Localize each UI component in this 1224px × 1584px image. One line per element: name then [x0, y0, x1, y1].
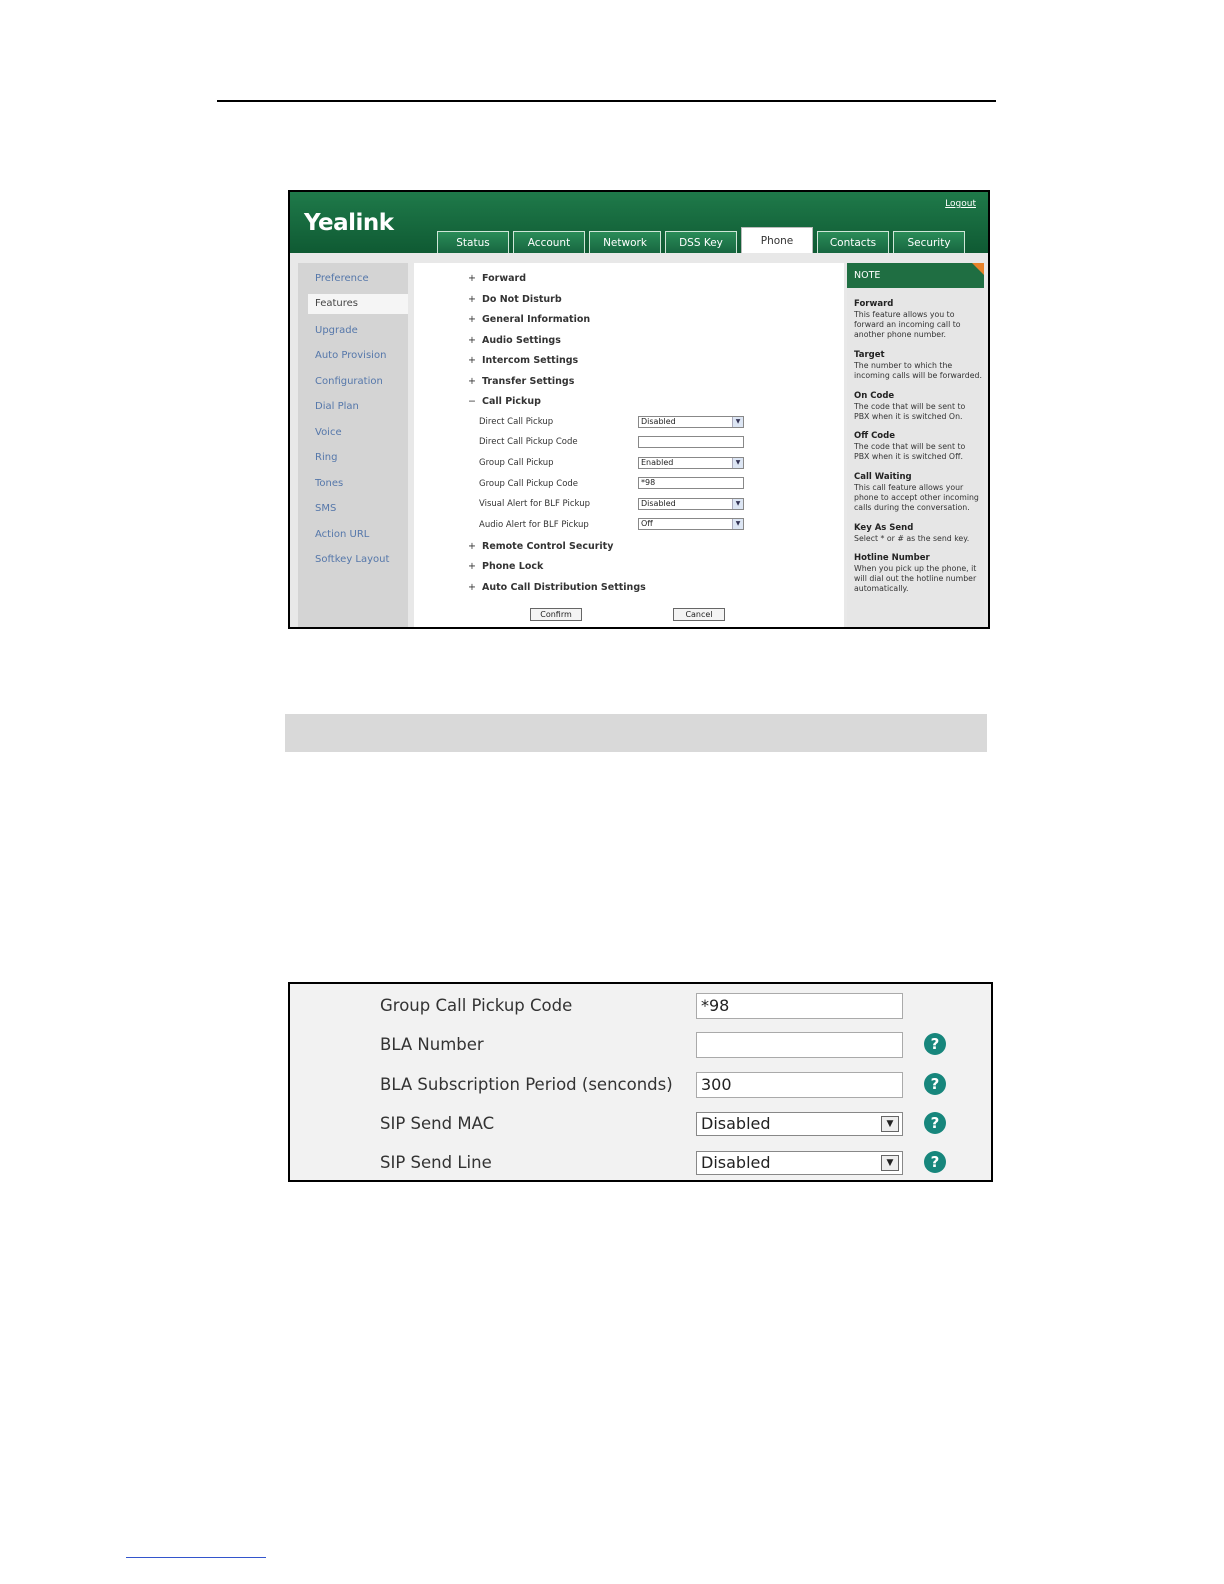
- sidebar: [298, 263, 408, 629]
- main-tabs: [437, 229, 969, 253]
- features-panel: [414, 263, 844, 629]
- note-body-target: The number to which the incoming calls will be forwarded.: [854, 361, 982, 380]
- section-do-not-disturb[interactable]: [468, 294, 562, 305]
- expand-icon[interactable]: +: [468, 561, 476, 572]
- direct-call-pickup-code-label: Direct Call Pickup Code: [479, 437, 578, 447]
- footnote-rule: [126, 1557, 266, 1558]
- logout-link[interactable]: Logout: [945, 199, 976, 209]
- tab-account[interactable]: Account: [513, 231, 585, 253]
- section-label: Remote Control Security: [482, 541, 614, 552]
- expand-icon[interactable]: +: [468, 355, 476, 366]
- tab-phone[interactable]: Phone: [741, 227, 813, 253]
- group-call-pickup-select[interactable]: [638, 457, 744, 469]
- select-value: Off: [641, 519, 653, 528]
- help-icon[interactable]: ?: [924, 1073, 946, 1095]
- sidebar-item-action-url[interactable]: Action URL: [315, 529, 370, 540]
- select-value: Disabled: [641, 417, 676, 426]
- chevron-down-icon[interactable]: ▼: [732, 458, 743, 468]
- chevron-down-icon[interactable]: ▼: [881, 1116, 899, 1132]
- note-body-on-code: The code that will be sent to PBX when it is switched On.: [854, 402, 966, 421]
- note-body-forward: This feature allows you to forward an incoming call to another phone number.: [854, 310, 961, 339]
- tab-security[interactable]: Security: [893, 231, 965, 253]
- section-label: General Information: [482, 314, 591, 325]
- tab-network[interactable]: Network: [589, 231, 661, 253]
- sidebar-item-auto-provision[interactable]: Auto Provision: [315, 350, 387, 361]
- group-call-pickup-code-label: Group Call Pickup Code: [380, 996, 573, 1015]
- direct-call-pickup-label: Direct Call Pickup: [479, 417, 554, 427]
- visual-alert-blf-label: Visual Alert for BLF Pickup: [479, 499, 590, 509]
- note-corner-icon: [972, 263, 984, 275]
- section-label: Transfer Settings: [482, 376, 575, 387]
- collapse-icon[interactable]: −: [468, 396, 476, 407]
- header-bar: [290, 192, 988, 253]
- expand-icon[interactable]: +: [468, 294, 476, 305]
- sidebar-item-configuration[interactable]: Configuration: [315, 376, 383, 387]
- chevron-down-icon[interactable]: ▼: [732, 499, 743, 509]
- section-label: Do Not Disturb: [482, 294, 562, 305]
- sidebar-item-tones[interactable]: Tones: [315, 478, 344, 489]
- tab-contacts[interactable]: Contacts: [817, 231, 889, 253]
- tab-status[interactable]: Status: [437, 231, 509, 253]
- section-label: Auto Call Distribution Settings: [482, 582, 646, 593]
- sip-send-mac-select[interactable]: [696, 1112, 903, 1136]
- note-body-off-code: The code that will be sent to PBX when it is switched Off.: [854, 442, 966, 461]
- sidebar-item-sms[interactable]: SMS: [315, 503, 337, 514]
- help-icon[interactable]: ?: [924, 1033, 946, 1055]
- section-call-pickup[interactable]: [468, 396, 541, 407]
- web-ui-screenshot-features: [288, 190, 990, 629]
- yealink-logo: Yealink: [304, 210, 394, 236]
- sidebar-item-preference[interactable]: Preference: [315, 273, 369, 284]
- sidebar-item-dial-plan[interactable]: Dial Plan: [315, 401, 359, 412]
- expand-icon[interactable]: +: [468, 335, 476, 346]
- help-icon[interactable]: ?: [924, 1112, 946, 1134]
- sidebar-item-softkey-layout[interactable]: Softkey Layout: [315, 554, 390, 565]
- audio-alert-blf-select[interactable]: [638, 518, 744, 530]
- tab-dss-key[interactable]: DSS Key: [665, 231, 737, 253]
- section-transfer-settings[interactable]: [468, 376, 574, 387]
- note-title-target: Target: [854, 350, 885, 360]
- direct-call-pickup-code-input[interactable]: [638, 436, 744, 448]
- chevron-down-icon[interactable]: ▼: [732, 519, 743, 529]
- select-value: Enabled: [641, 458, 674, 467]
- direct-call-pickup-select[interactable]: [638, 416, 744, 428]
- visual-alert-blf-select[interactable]: [638, 498, 744, 510]
- shaded-note-bar: [285, 714, 987, 752]
- note-title-call-waiting: Call Waiting: [854, 472, 912, 482]
- group-call-pickup-label: Group Call Pickup: [479, 458, 554, 468]
- chevron-down-icon[interactable]: ▼: [881, 1155, 899, 1171]
- sidebar-item-ring[interactable]: Ring: [315, 452, 338, 463]
- expand-icon[interactable]: +: [468, 273, 476, 284]
- bla-subscription-period-input[interactable]: 300: [696, 1072, 903, 1098]
- bla-number-label: BLA Number: [380, 1035, 484, 1054]
- expand-icon[interactable]: +: [468, 541, 476, 552]
- note-title-off-code: Off Code: [854, 431, 895, 441]
- note-header: NOTE: [847, 263, 984, 288]
- group-call-pickup-code-input[interactable]: *98: [638, 477, 744, 489]
- cancel-button[interactable]: Cancel: [673, 608, 725, 621]
- help-icon[interactable]: ?: [924, 1151, 946, 1173]
- sip-send-line-label: SIP Send Line: [380, 1153, 492, 1172]
- section-label: Forward: [482, 273, 526, 284]
- note-body-call-waiting: This call feature allows your phone to accept other incoming calls during the conversation.: [854, 483, 979, 512]
- select-value: Disabled: [701, 1114, 771, 1133]
- select-value: Disabled: [701, 1153, 771, 1172]
- section-label: Phone Lock: [482, 561, 544, 572]
- expand-icon[interactable]: +: [468, 376, 476, 387]
- section-label: Call Pickup: [482, 396, 541, 407]
- note-panel: [847, 263, 984, 629]
- sip-send-mac-label: SIP Send MAC: [380, 1114, 495, 1133]
- note-body-key-as-send: Select * or # as the send key.: [854, 534, 970, 543]
- audio-alert-blf-label: Audio Alert for BLF Pickup: [479, 520, 589, 530]
- chevron-down-icon[interactable]: ▼: [732, 417, 743, 427]
- expand-icon[interactable]: +: [468, 582, 476, 593]
- select-value: Disabled: [641, 499, 676, 508]
- section-label: Intercom Settings: [482, 355, 579, 366]
- sidebar-item-upgrade[interactable]: Upgrade: [315, 325, 358, 336]
- section-auto-call-distribution[interactable]: [468, 582, 646, 593]
- section-general-information[interactable]: [468, 314, 590, 325]
- bla-number-input[interactable]: [696, 1032, 903, 1058]
- note-title-on-code: On Code: [854, 391, 895, 401]
- sidebar-item-voice[interactable]: Voice: [315, 427, 342, 438]
- section-audio-settings[interactable]: [468, 335, 561, 346]
- group-call-pickup-code-input[interactable]: *98: [696, 993, 903, 1019]
- note-title-key-as-send: Key As Send: [854, 523, 914, 533]
- section-forward[interactable]: [468, 273, 526, 284]
- note-title-forward: Forward: [854, 299, 894, 309]
- section-intercom-settings[interactable]: [468, 355, 578, 366]
- note-title-hotline-number: Hotline Number: [854, 553, 930, 563]
- sidebar-item-features[interactable]: Features: [308, 294, 408, 314]
- bla-subscription-period-label: BLA Subscription Period (senconds): [380, 1075, 673, 1094]
- section-remote-control-security[interactable]: [468, 541, 613, 552]
- note-body-hotline-number: When you pick up the phone, it will dial out the hotline number automatically.: [854, 564, 977, 593]
- group-call-pickup-code-label: Group Call Pickup Code: [479, 479, 579, 489]
- expand-icon[interactable]: +: [468, 314, 476, 325]
- sip-send-line-select[interactable]: [696, 1151, 903, 1175]
- section-label: Audio Settings: [482, 335, 561, 346]
- confirm-button[interactable]: Confirm: [530, 608, 582, 621]
- section-phone-lock[interactable]: [468, 561, 543, 572]
- web-ui-screenshot-bla-settings: [288, 982, 993, 1182]
- page-top-rule: [217, 100, 996, 102]
